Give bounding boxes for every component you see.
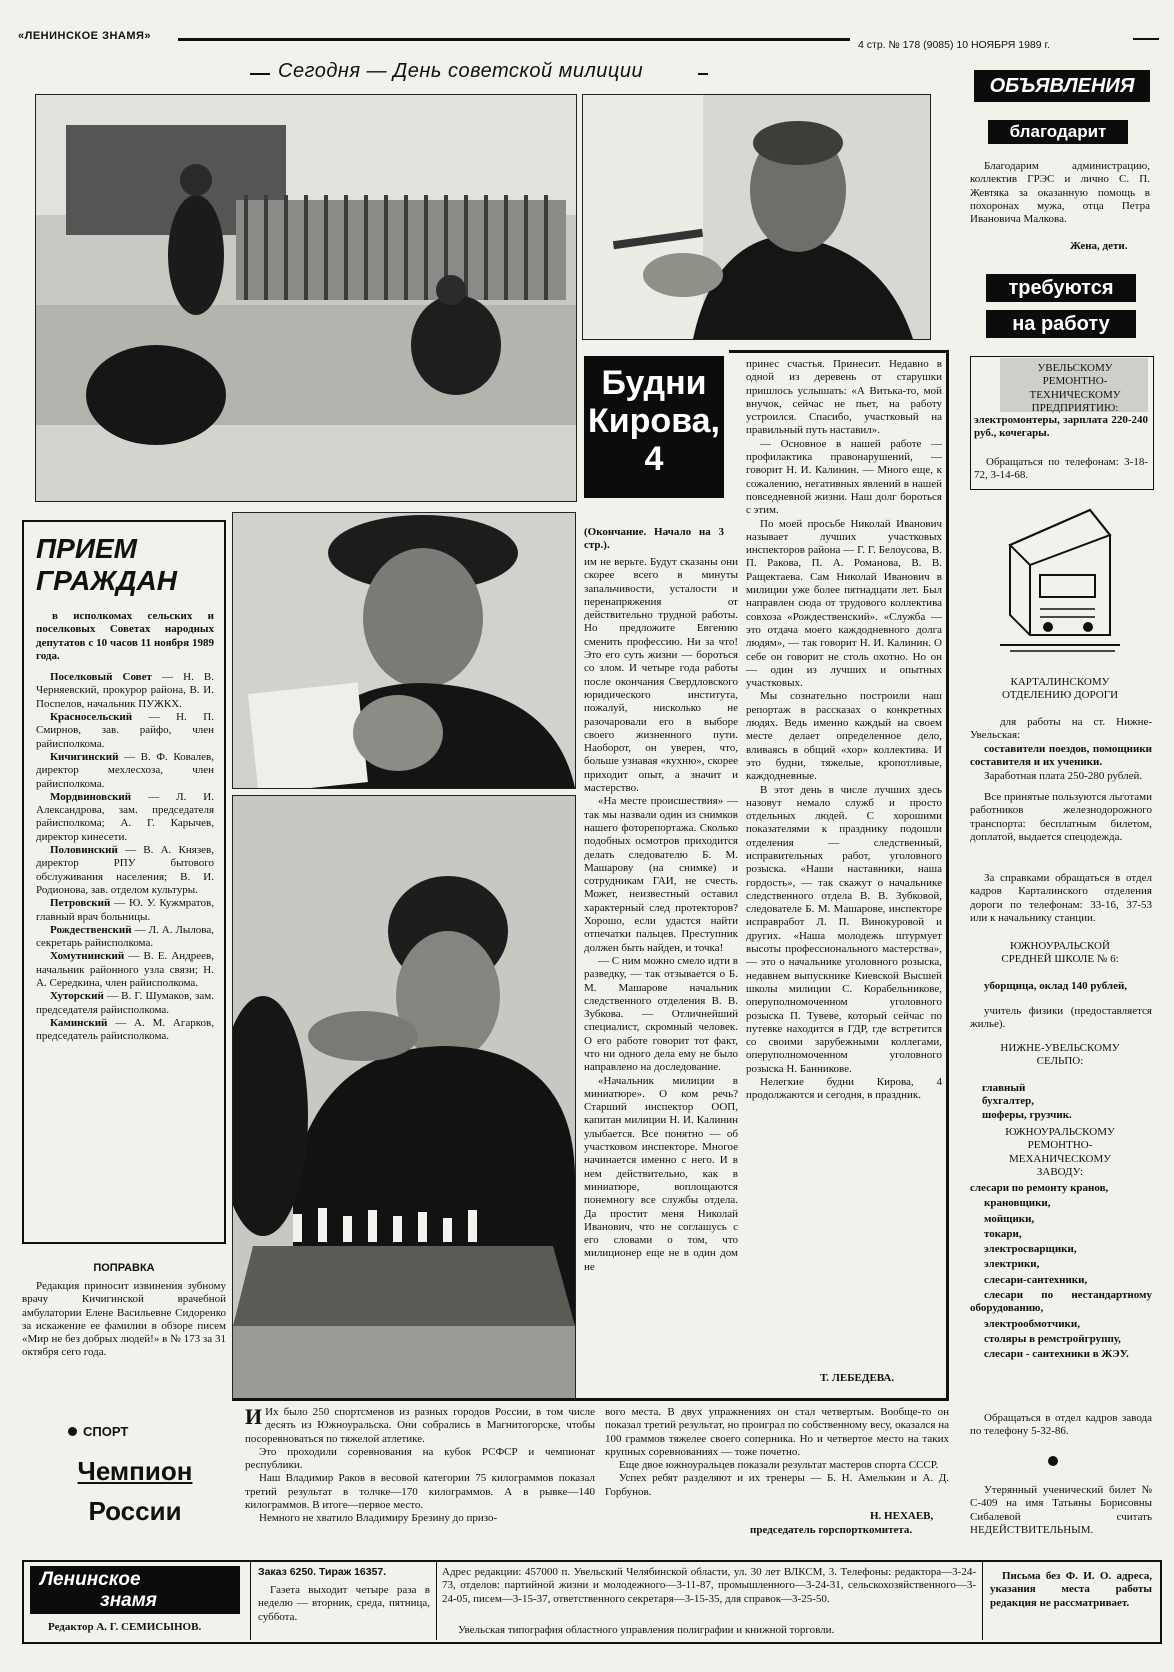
masthead-rule-left	[178, 38, 850, 41]
masthead-issue: 4 стр. № 178 (9085) 10 НОЯБРЯ 1989 г.	[858, 39, 1050, 51]
kirova-frame-top	[729, 350, 947, 353]
footer-logo-line1: Ленинское	[40, 1569, 141, 1590]
kirova-title-line3: 4	[644, 440, 664, 478]
officer-portrait-illustration	[583, 95, 930, 339]
ads-factory-job: токари,	[984, 1227, 1022, 1240]
ads-factory-contact: Обращаться в отдел кадров завода по телефону 5-32-86.	[970, 1412, 1152, 1438]
kirova-c1-p2: «На месте происшествия» — так мы назвали один из снимков нашего фоторепортажа. Сколько подобных осмотров приходится делать следователю Б. М. Машарову (на снимке) и сотрудникам ГАИ, не счесть. Может, неизвестный оставил характерный след протекторов? Хорошо, если удастся найти отпечатки пальцев. Преступник должен быть найден, и точка!	[584, 795, 738, 954]
popravka-text: Редакция приносит извинения зубному врачу Кичигинской врачебной амбулатории Елене Васильевне Сидоренко за искажение ее фамилии в обзоре писем «Мир не без добрых людей!» в № 173 за 31 октября сего года.	[22, 1280, 226, 1359]
priem-entry	[36, 671, 214, 711]
footer-editor: Редактор А. Г. СЕМИСЫНОВ.	[48, 1621, 202, 1633]
ads-factory-job: мойщики,	[984, 1212, 1035, 1225]
ads-rail-org: КАРТАЛИНСКОМУ ОТДЕЛЕНИЮ ДОРОГИ	[1001, 676, 1119, 702]
footer-order: Заказ 6250. Тираж 16357.	[258, 1566, 387, 1578]
ads-box-text: электромонтеры, зарплата 220-240 руб., кочегары.	[974, 414, 1148, 440]
footer-logo-line2: знамя	[100, 1590, 157, 1611]
kirova-c2-p2: — Основное в нашей работе — профилактика правонарушений, — говорит Н. И. Калинин. — Много еще, к сожалению, негативных явлений в нашей повседневной жизни. Наш долг бороться с этим.	[746, 437, 942, 517]
priem-entry-text: — В. А. Князев, директор РПУ бытового обслуживания населения; В. И. Родионова, зав. отделом культуры.	[36, 844, 214, 896]
photo-chess-officer	[232, 795, 576, 1401]
kirova-frame-right	[946, 350, 949, 1398]
ads-rail-sub: для работы на ст. Нижне-Увельская:	[970, 716, 1152, 742]
priem-entry-name: Хуторский	[50, 990, 104, 1003]
footer-address: Адрес редакции: 457000 п. Увельский Челябинской области, ул. 30 лет ВЛКСМ, 3. Телефоны: редактора—3-24-73, отделов: партийной жизни и молодежного—3-11-87, промышленного—3-24-31, сельскохозяйственного—3-24-05, писем—3-15-37, ответственного секретаря—3-15-35, для справок—3-25-50.	[442, 1566, 976, 1605]
sport-c1-p2: Это проходили соревнования на кубок РСФСР и чемпионат республики.	[245, 1445, 595, 1472]
ads-thanks-header: благодарит	[988, 120, 1128, 144]
kirova-title-line2: Кирова,	[588, 402, 720, 440]
banner-rule-right	[698, 73, 708, 75]
priem-title-line1: ПРИЕМ	[36, 533, 137, 564]
ads-factory-jobs	[970, 1182, 1152, 1364]
banner-rule-left	[250, 73, 270, 75]
priem-entry-name: Каминский	[50, 1016, 108, 1029]
kirova-ending-note: (Окончание. Начало на 3 стр.).	[584, 526, 724, 552]
kirova-c2-p3: По моей просьбе Николай Иванович называет лучших участковых инспекторов района — Г. Г. Белоусова, В. П. Ракова, П. А. Романова, В. В. Ращектаева. Сам Николай Иванович в милиции уже более пятнадцати лет. Был направлен сюда от трудового коллектива совхоза «Рождественский». «Служба — это отдача моего каждодневного долга людям», — так говорит Н. И. Калинин. О себе он говорит не столь охотно. Но он — один из лучших и опытных участковых.	[746, 517, 942, 690]
sport-label	[68, 1424, 128, 1439]
ads-rail-contact: За справками обращаться в отдел кадров Карталинского отделения дороги по телефонам: 33-16, 37-53 или к начальнику станции.	[970, 872, 1152, 924]
priem-entry-name: Красносельский	[50, 711, 133, 724]
priem-entry-name: Мордвиновский	[50, 790, 132, 803]
footer-sep-2	[436, 1562, 437, 1640]
priem-entry-text: — Н. П. Смирнов, зав. райфо, член райисполкома.	[36, 711, 214, 750]
priem-entry	[36, 897, 214, 924]
ads-factory-job: электрообмотчики,	[984, 1317, 1080, 1330]
kirova-column-1	[584, 556, 738, 1394]
sport-c2-p1: вого места. В двух упражнениях он стал четвертым. Вообще-то он показал третий результат, но проиграл по собственному весу, оказался на 100 граммов тяжелее своего соперника. Но и четвертое место на таких крупных соревнованиях — тоже почетно.	[605, 1406, 949, 1458]
ads-thanks-text: Благодарим администрацию, коллектив ГРЭС и лично С. П. Жевтяка за оказанную помощь в похоронах мужа, отца Петра Ивановича Малкова.	[970, 160, 1150, 226]
kirova-c2-p5: В этот день в числе лучших здесь назовут немало служб и просто отдельных людей. С хорошими показателями к празднику подошли отделения — следственный, исправительных работ, уголовного розыска. «Наши наставники, наша гордость», — так скажут о начальнике следственного отдела В. В. Зубковой, следователе Б. М. Машарове, инспекторе исправработ Л. П. Винокуровой и других. «Наша молодежь штурмует высоты профессионального мастерства», — это о начальнике уголовного розыска, недавнем выпускнике Киевской Высшей школы милиции С. Корабельникове, оперуполномоченном уголовного розыска П. Тувеве, который сейчас по путевке находится в ГДР, где встретится со своими зарубежными коллегами, оперуполномоченном уголовного розыска Н. Банникове.	[746, 783, 942, 1075]
kirova-c1-p3: — С ним можно смело идти в разведку, — так отзывается о Б. М. Машарове начальник следственного отделения В. В. Зубкова. — Отличнейший специалист, скромный человек. О его работе говорит тот факт, что ни одного дела ему не было направлено на доследование.	[584, 954, 738, 1074]
priem-entry	[36, 990, 214, 1017]
ads-divider-bullet-icon	[1048, 1456, 1058, 1466]
ads-lost-document: Утерянный ученический билет № С-409 на имя Татьяны Борисовны Сибалевой считать НЕДЕЙСТВИТЕЛЬНЫМ.	[970, 1484, 1152, 1536]
banner-headline: Сегодня — День советской милиции	[278, 60, 644, 82]
ads-factory-job: крановщики,	[984, 1197, 1051, 1210]
ads-box-org: УВЕЛЬСКОМУ РЕМОНТНО-ТЕХНИЧЕСКОМУ ПРЕДПРИЯТИЮ:	[1029, 362, 1121, 414]
ads-factory-job: слесари-сантехники,	[984, 1273, 1088, 1286]
kirova-title-box	[584, 356, 724, 498]
photo-officer-portrait	[582, 94, 931, 340]
sport-c1-p1: И Их было 250 спортсменов из разных городов России, в том числе десять из Южноуральска. Они собрались в Магнитогорске, чтобы посоревноваться по тяжелой атлетике.	[245, 1406, 595, 1445]
masthead-rule-right	[1133, 38, 1159, 40]
priem-entry-name: Петровский	[50, 897, 111, 910]
priem-entry-text: — В. Г. Шумаков, зам. председателя райисполкома.	[36, 990, 214, 1016]
priem-entry	[36, 791, 214, 844]
photo-woman-officer	[232, 512, 576, 789]
priem-entry	[36, 950, 214, 990]
ads-rail-benefits: Все принятые пользуются льготами работников железнодорожного транспорта: бесплатным билетом, доплатой, выдается спецодежда.	[970, 791, 1152, 843]
kirova-author: Т. ЛЕБЕДЕВА.	[820, 1372, 895, 1384]
sport-bullet-icon	[68, 1427, 77, 1436]
popravka-title: ПОПРАВКА	[93, 1262, 155, 1274]
crime-scene-illustration	[36, 95, 576, 501]
ads-school-text2: учитель физики (предоставляется жилье).	[970, 1005, 1152, 1031]
kirova-c2-p6: Нелегкие будни Кирова, 4 продолжаются и сегодня, в праздник.	[746, 1076, 942, 1102]
footer-sep-1	[250, 1562, 251, 1640]
priem-entry	[36, 844, 214, 897]
photo-crime-scene	[35, 94, 577, 502]
sport-c1-p4: Немного не хватило Владимиру Брезину до призо-	[259, 1512, 498, 1525]
sport-c1-p3: Наш Владимир Раков в весовой категории 75 килограммов показал третий результат в толчке—170 килограммов. А в рывке—140 килограммов. В итоге—первое место.	[245, 1472, 595, 1512]
woman-officer-illustration	[233, 513, 575, 788]
priem-entry-text: — Н. В. Черняевский, прокурор района, В. И. Поспелов, начальник ПУЖКХ.	[36, 671, 214, 710]
sport-author-role: председатель горспорткомитета.	[750, 1524, 913, 1536]
ads-school-org: ЮЖНОУРАЛЬСКОЙ СРЕДНЕЙ ШКОЛЕ № 6:	[1001, 940, 1119, 966]
priem-entry-text: — В. Е. Андреев, начальник районного узла связи; Н. А. Середкина, член райисполкома.	[36, 950, 214, 990]
ads-factory-job: электросварщики,	[984, 1243, 1077, 1256]
ads-factory-job: слесари - сантехники в ЖЭУ.	[984, 1348, 1129, 1361]
ads-factory-job: слесари по ремонту кранов,	[970, 1182, 1109, 1194]
priem-entry-name: Хомутнинский	[50, 950, 125, 963]
priem-list	[36, 671, 214, 1043]
priem-entry	[36, 924, 214, 951]
train-icon	[1000, 505, 1120, 655]
priem-entry	[36, 751, 214, 791]
ads-factory-job: столяры в ремстройгруппу,	[984, 1332, 1121, 1345]
ads-selpo-text: главный бухгалтер, шоферы, грузчик.	[982, 1082, 1072, 1121]
ads-jobs-line2: на работу	[986, 310, 1136, 338]
kirova-c1-p1: им не верьте. Будут сказаны они скорее всего в минуты запальчивости, усталости и перенапряжения от действительно трудной работы. Но предложите Евгению сменить профессию. Ни за что! Это его суть жизни — бороться со злом. И четыре года работы после окончания Свердловского юридического института, пожалуй, нисколько не разочаровали его в выборе своего жизненного пути. Наоборот, он уверен, что, больше узнавая «кухню», скорее приходит опыт, а значит и мастерство.	[584, 556, 738, 795]
kirova-c1-p4: «Начальник милиции в миниатюре». О ком речь? Старший инспектор ООП, капитан милиции Н. И. Калинин улыбается. Все понятно — об участковом инспекторе. Многое начинается именно с него. И в нем действительно, как в миниатюре, воплощаются понемногу все службы отдела. Да простит меня Николай Иванович, что не соглашусь с его словами о том, что милиционер еще не в один дом не	[584, 1074, 738, 1273]
ads-school-text1: уборщица, оклад 140 рублей,	[984, 980, 1128, 992]
priem-entry-text: — В. Ф. Ковалев, директор мехлесхоза, член райисполкома.	[36, 750, 214, 790]
footer-sep-3	[982, 1562, 983, 1640]
sport-c2-p3: Успех ребят разделяют и их тренеры — Б. Н. Амелькин и А. Д. Горбунов.	[605, 1472, 949, 1498]
footer-printer: Увельская типография областного управления полиграфии и книжной торговли.	[458, 1624, 835, 1636]
priem-entry	[36, 711, 214, 751]
ads-header: ОБЪЯВЛЕНИЯ	[974, 70, 1150, 102]
kirova-c2-p4: Мы сознательно построили наш репортаж в рассказах о конкретных людях. Ведь именно каждый на своем месте делает определенное дело, вливаясь в общий «хор» коллектива. И это будни, тяжелые, кропотливые, каждодневные.	[746, 690, 942, 783]
kirova-frame-bottom	[232, 1398, 949, 1401]
sport-label-text: СПОРТ	[83, 1424, 129, 1439]
ads-rail-pay: Заработная плата 250-280 рублей.	[984, 770, 1143, 782]
ads-jobs-line1: требуются	[986, 274, 1136, 302]
chess-officer-illustration	[233, 796, 575, 1400]
ads-factory-org: ЮЖНОУРАЛЬСКОМУ РЕМОНТНО-МЕХАНИЧЕСКОМУ ЗАВОДУ:	[1005, 1126, 1115, 1178]
priem-entry-name: Кичигинский	[50, 750, 119, 763]
priem-intro: в исполкомах сельских и поселковых Советах народных депутатов с 10 часов 11 ноября 1989 года.	[36, 610, 214, 662]
priem-entry-name: Рождественский	[50, 923, 132, 936]
priem-entry	[36, 1017, 214, 1044]
ads-factory-job: электрики,	[984, 1258, 1040, 1271]
priem-title-line2: ГРАЖДАН	[36, 565, 177, 596]
ads-selpo-org: НИЖНЕ-УВЕЛЬСКОМУ СЕЛЬПО:	[1000, 1042, 1120, 1068]
priem-entry-text: — Л. И. Александрова, зам. председателя райисполкома; А. Г. Карычев, директор кинесети.	[36, 790, 214, 843]
kirova-column-2	[746, 358, 942, 1368]
sport-column-2	[605, 1406, 949, 1506]
masthead-paper-name: «ЛЕНИНСКОЕ ЗНАМЯ»	[18, 30, 152, 42]
priem-entry-name: Половинский	[50, 844, 118, 857]
footer-schedule: Газета выходит четыре раза в неделю — вторник, среда, пятница, суббота.	[258, 1584, 430, 1623]
sport-author: Н. НЕХАЕВ,	[870, 1510, 934, 1522]
priem-entry-text: — Ю. У. Кужмратов, главный врач больницы.	[36, 897, 214, 923]
priem-entry-text: — А. М. Агарков, председатель райисполкома.	[36, 1016, 214, 1043]
kirova-c2-p1: принес счастья. Принесит. Недавно в одной из деревень от старушки пришлось услышать: «А Витька-то, мой внучок, сейчас не пьет, на работу устроился. Спасибо, участковый на правильный путь наставил».	[746, 358, 942, 437]
ads-factory-job: слесари по нестандартному оборудованию,	[970, 1289, 1152, 1315]
ads-thanks-sign: Жена, дети.	[1070, 240, 1128, 252]
ads-box-phone: Обращаться по телефонам: 3-18-72, 3-14-68.	[974, 456, 1148, 482]
priem-entry-text: — Л. А. Лылова, секретарь райисполкома.	[36, 923, 214, 950]
sport-headline-line2: России	[88, 1496, 182, 1526]
priem-entry-name: Поселковый Совет	[50, 671, 152, 684]
sport-headline-line1: Чемпион	[77, 1456, 193, 1486]
ads-rail-jobs: составители поездов, помощники составителя и их ученики.	[970, 743, 1152, 769]
footer-letters-note: Письма без Ф. И. О. адреса, указания места работы редакция не рассматривает.	[990, 1570, 1152, 1609]
footer-logo	[30, 1566, 240, 1614]
priem-box	[22, 520, 226, 1244]
sport-c2-p2: Еще двое южноуральцев показали результат мастеров спорта СССР.	[619, 1459, 939, 1472]
kirova-title-line1: Будни	[601, 364, 707, 402]
sport-column-1	[245, 1406, 595, 1534]
